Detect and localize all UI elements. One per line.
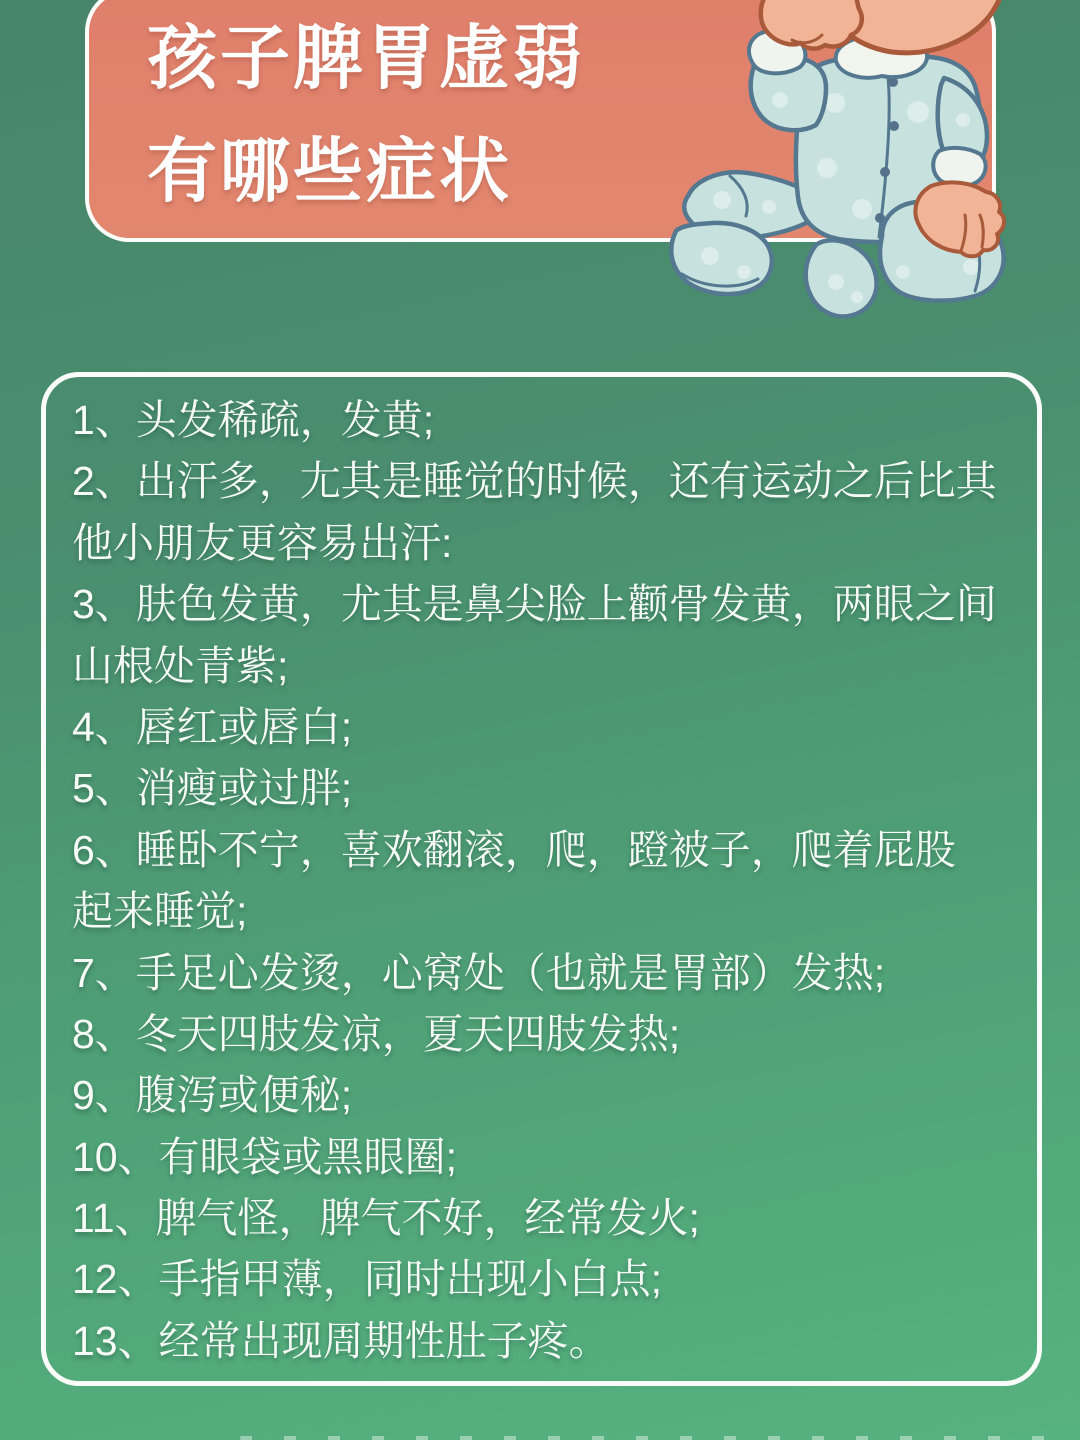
- poster-title-line1: 孩子脾胃虚弱: [147, 19, 585, 97]
- poster-title: [147, 2, 585, 228]
- symptom-line: 山根处青紫;: [72, 642, 289, 689]
- symptom-line: 10、有眼袋或黑眼圈;: [72, 1133, 457, 1180]
- baby-hand-at-mouth: [761, 0, 862, 49]
- symptom-line: 12、手指甲薄，同时出现小白点;: [72, 1256, 662, 1303]
- cutoff-text-top-decoration: [240, 1436, 1070, 1440]
- symptom-line: 2、出汗多，尢其是睡觉的时候，还有运动之后比其: [72, 458, 997, 505]
- symptom-line: 1、头发稀疏，发黄;: [72, 397, 435, 443]
- symptom-line: 他小朋友更容易出汗:: [72, 519, 453, 566]
- symptom-line: 起来睡觉;: [72, 888, 248, 935]
- symptom-line: 9、腹泻或便秘;: [72, 1072, 353, 1119]
- poster-title-line2: 有哪些症状: [147, 132, 512, 210]
- baby-illustration: [630, 0, 1030, 335]
- baby-left-foot: [671, 223, 772, 294]
- baby-center-foot: [806, 240, 877, 316]
- symptom-line: 4、唇红或唇白;: [72, 703, 353, 750]
- symptom-list-panel: [41, 372, 1042, 1386]
- symptom-line: 3、肤色发黄，尤其是鼻尖脸上颧骨发黄，两眼之间: [72, 581, 997, 628]
- symptom-line: 6、睡卧不宁，喜欢翻滚，爬，蹬被子，爬着屁股: [72, 826, 956, 873]
- symptom-line: 7、手足心发烫，心窝处（也就是胃部）发热;: [72, 949, 886, 996]
- symptom-line: 8、冬天四肢发凉，夏天四肢发热;: [72, 1010, 681, 1057]
- symptom-line: 5、消瘦或过胖;: [72, 765, 353, 812]
- symptom-line: 11、脾气怪，脾气不好，经常发火;: [72, 1195, 700, 1242]
- symptom-line: 13、经常出现周期性肚子疼。: [72, 1317, 610, 1364]
